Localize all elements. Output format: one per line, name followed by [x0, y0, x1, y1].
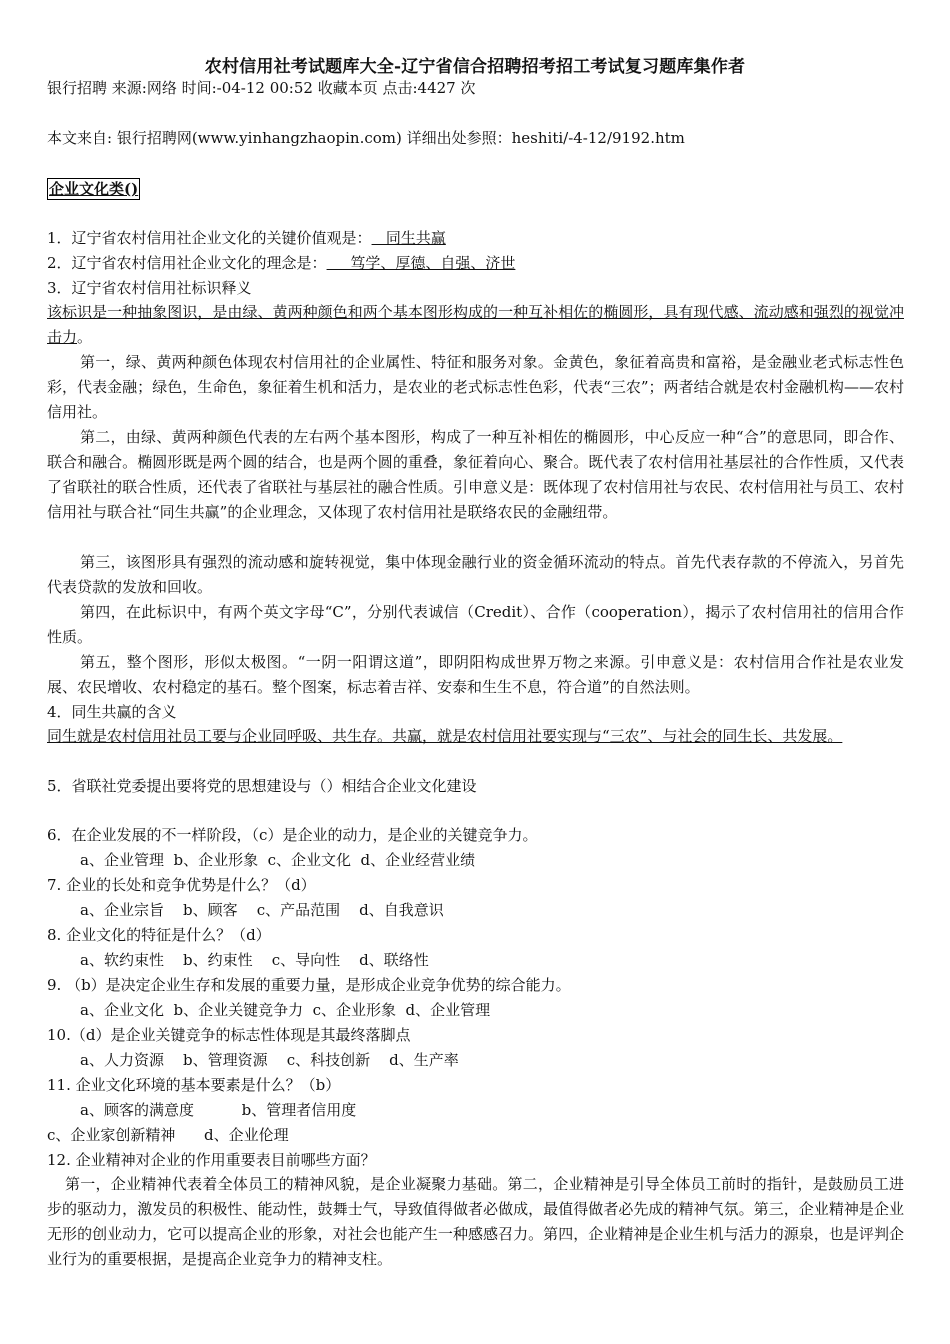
- question-4-answer-text: 同生就是农村信用社员工要与企业同呼吸、共生存。共赢，就是农村信用社要实现与“三农”、与社会的同生长、共发展。: [47, 727, 843, 745]
- question-3-answer-text: 该标识是一种抽象图识，是由绿、黄两种颜色和两个基本图形构成的一种互补相佐的椭圆形，具有现代感、流动感和强烈的视觉冲击力: [47, 303, 904, 346]
- question-8: 8. 企业文化的特征是什么？（d）: [47, 926, 271, 944]
- paragraph-fourth: 第四，在此标识中，有两个英文字母“C”，分别代表诚信（Credit）、合作（cooperation），揭示了农村信用社的信用合作性质。: [47, 603, 904, 646]
- question-12: 12. 企业精神对企业的作用重要表目前哪些方面？: [47, 1151, 376, 1169]
- paragraph-second: 第二，由绿、黄两种颜色代表的左右两个基本图形，构成了一种互补相佐的椭圆形，中心反应一种“合”的意思同，即合作、联合和融合。椭圆形既是两个圆的结合，也是两个圆的重叠，象征着向心、聚合。既代表了农村信用社基层社的合作性质，又代表了省联社的联合性质，还代表了省联社与基层社的融合性质。引申意义是：既体现了农村信用社与农民、农村信用社与员工、农村信用社与联合社“同生共赢”的企业理念，又体现了农村信用社是联络农民的金融纽带。: [47, 428, 904, 521]
- source-line: 本文来自: 银行招聘网(www.yinhangzhaopin.com) 详细出处参照：heshiti/-4-12/9192.htm: [47, 129, 685, 147]
- question-3-answer: [47, 300, 904, 350]
- question-4-answer: [47, 724, 904, 749]
- question-2-text: 2．辽宁省农村信用社企业文化的理念是：: [47, 254, 327, 272]
- document-title: 农村信用社考试题库大全-辽宁省信合招聘招考招工考试复习题库集作者: [204, 57, 746, 77]
- article-meta: 银行招聘 来源:网络 时间:-04-12 00:52 收藏本页 点击:4427 次: [47, 79, 476, 97]
- question-12-answer: 第一，企业精神代表着全体员工的精神风貌，是企业凝聚力基础。第二，企业精神是引导全体员工前时的指针，是鼓励员工进步的驱动力，激发员的积极性、能动性，鼓舞士气，导致值得做者必做成，最值得做者必先成的精神气氛。第三，企业精神是企业无形的创业动力，它可以提高企业的形象，对社会也能产生一种感感召力。第四，企业精神是企业生机与活力的源泉，也是评判企业行为的重要根据，是提高企业竞争力的精神支柱。: [47, 1175, 904, 1268]
- question-10: 10.（d）是企业关键竞争的标志性体现是其最终落脚点: [47, 1026, 411, 1044]
- question-3: 3．辽宁省农村信用社标识释义: [47, 279, 252, 297]
- question-6-options: a、企业管理 b、企业形象 c、企业文化 d、企业经营业绩: [80, 851, 476, 869]
- question-1: [47, 226, 446, 250]
- question-4: 4．同生共赢的含义: [47, 703, 177, 721]
- question-9-options: a、企业文化 b、企业关键竞争力 c、企业形象 d、企业管理: [80, 1001, 491, 1019]
- question-1-text: 1．辽宁省农村信用社企业文化的关键价值观是：: [47, 229, 372, 247]
- question-2-answer: 笃学、厚德、自强、济世: [326, 254, 516, 272]
- question-11-options-2: c、企业家创新精神 d、企业伦理: [47, 1126, 289, 1144]
- question-6: 6．在企业发展的不一样阶段，（c）是企业的动力，是企业的关键竞争力。: [47, 826, 538, 844]
- question-1-answer: 同生共赢: [371, 229, 446, 247]
- question-8-options: a、软约束性 b、约束性 c、导向性 d、联络性: [80, 951, 429, 969]
- question-2: [47, 251, 515, 275]
- paragraph-third: 第三，该图形具有强烈的流动感和旋转视觉，集中体现金融行业的资金循环流动的特点。首先代表存款的不停流入，另首先代表贷款的发放和回收。: [47, 553, 904, 596]
- paragraph-fifth: 第五，整个图形，形似太极图。“一阴一阳谓这道”，即阴阳构成世界万物之来源。引申意义是：农村信用合作社是农业发展、农民增收、农村稳定的基石。整个图案，标志着吉祥、安泰和生生不息，符合道”的自然法则。: [47, 653, 904, 696]
- question-9: 9. （b）是决定企业生存和发展的重要力量，是形成企业竞争优势的综合能力。: [47, 976, 571, 994]
- question-7: 7. 企业的长处和竞争优势是什么？（d）: [47, 876, 316, 894]
- question-11: 11. 企业文化环境的基本要素是什么？（b）: [47, 1076, 341, 1094]
- paragraph-first: 第一，绿、黄两种颜色体现农村信用社的企业属性、特征和服务对象。金黄色，象征着高贵和富裕，是金融业老式标志性色彩，代表金融；绿色，生命色，象征着生机和活力，是农业的老式标志性色彩，代表“三农”；两者结合就是农村金融机构——农村信用社。: [47, 353, 904, 421]
- question-7-options: a、企业宗旨 b、顾客 c、产品范围 d、自我意识: [80, 901, 444, 919]
- question-10-options: a、人力资源 b、管理资源 c、科技创新 d、生产率: [80, 1051, 459, 1069]
- question-11-options-1: a、顾客的满意度 b、管理者信用度: [80, 1101, 357, 1119]
- section-heading: 企业文化类(): [49, 180, 139, 198]
- question-3-answer-end: 。: [77, 328, 93, 346]
- question-5: 5．省联社党委提出要将党的思想建设与（）相结合企业文化建设: [47, 777, 477, 795]
